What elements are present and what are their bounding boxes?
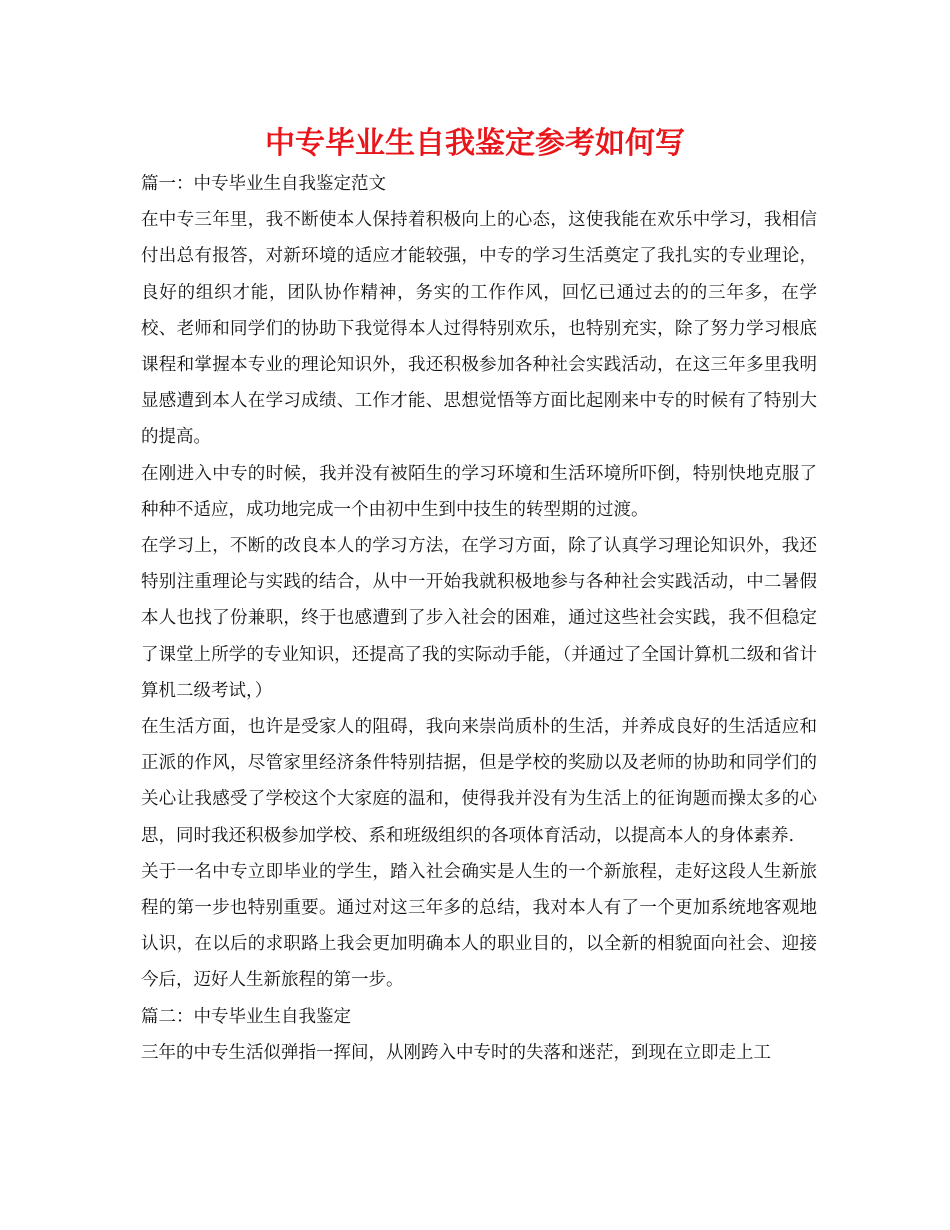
document-title: 中专毕业生自我鉴定参考如何写 [265, 126, 685, 161]
section-heading-2: 篇二：中专毕业生自我鉴定 [141, 1006, 351, 1027]
paragraph-2: 在刚进入中专的时候，我并没有被陌生的学习环境和生活环境所吓倒，特别快地克服了种种不适应，成功地完成一个由初中生到中技生的转型期的过渡。 [141, 463, 817, 520]
paragraph-3: 在学习上，不断的改良本人的学习方法，在学习方面，除了认真学习理论知识外，我还特别注重理论与实践的结合，从中一开始我就积极地参与各种社会实践活动，中二暑假本人也找了份兼职，终于也感遭到了步入社会的困难，通过这些社会实践，我不但稳定了课堂上所学的专业知识，还提高了我的实际动手能，（并通过了全国计算机二级和省计算机二级考试，） [141, 536, 817, 701]
paragraph-1: 在中专三年里，我不断使本人保持着积极向上的心态，这使我能在欢乐中学习，我相信付出总有报答，对新环境的适应才能较强，中专的学习生活奠定了我扎实的专业理论，良好的组织才能，团队协作精神，务实的工作作风，回忆已通过去的的三年多，在学校、老师和同学们的协助下我觉得本人过得特别欢乐，也特别充实，除了努力学习根底课程和掌握本专业的理论知识外，我还积极参加各种社会实践活动，在这三年多里我明显感遭到本人在学习成绩、工作才能、思想觉悟等方面比起刚来中专的时候有了特别大的提高。 [141, 210, 817, 448]
paragraph-6: 三年的中专生活似弹指一挥间，从刚跨入中专时的失落和迷茫，到现在立即走上工 [141, 1042, 771, 1063]
paragraph-4: 在生活方面，也许是受家人的阻碍，我向来崇尚质朴的生活，并养成良好的生活适应和正派的作风，尽管家里经济条件特别拮据，但是学校的奖励以及老师的协助和同学们的关心让我感受了学校这个大家庭的温和，使得我并没有为生活上的征询题而操太多的心思，同时我还积极参加学校、系和班级组织的各项体育活动，以提高本人的身体素养. [141, 717, 817, 846]
document-body [141, 166, 817, 1071]
paragraph-5: 关于一名中专立即毕业的学生，踏入社会确实是人生的一个新旅程，走好这段人生新旅程的第一步也特别重要。通过对这三年多的总结，我对本人有了一个更加系统地客观地认识，在以后的求职路上我会更加明确本人的职业目的，以全新的相貌面向社会、迎接今后，迈好人生新旅程的第一步。 [141, 861, 817, 991]
section-heading-1: 篇一：中专毕业生自我鉴定范文 [141, 174, 386, 194]
